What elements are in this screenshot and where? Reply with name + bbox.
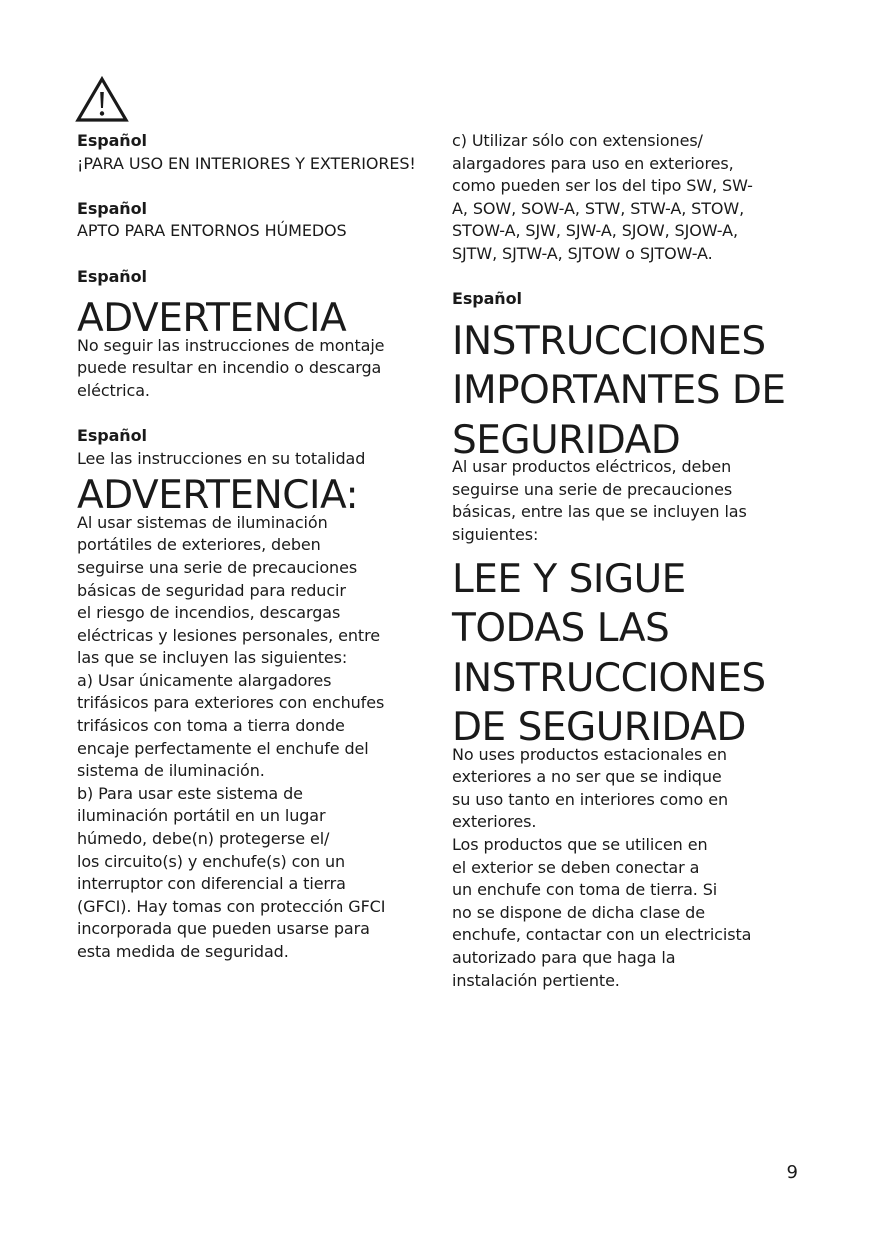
page-number: 9 xyxy=(786,1162,798,1183)
text-line: encaje perfectamente el enchufe del xyxy=(77,738,369,758)
text-line: STOW-A, SJW, SJW-A, SJOW, SJOW-A, xyxy=(452,221,738,241)
warning-block-1 xyxy=(77,266,429,403)
left-column xyxy=(77,130,429,964)
text-line: trifásicos con toma a tierra donde xyxy=(77,716,345,736)
notice-indoor-outdoor xyxy=(77,130,429,175)
text-line: enchufe, contactar con un electricista xyxy=(452,925,752,945)
text-line: trifásicos para exteriores con enchufes xyxy=(77,693,385,713)
extension-cords-text xyxy=(452,130,812,266)
read-instructions-text: Lee las instrucciones en su totalidad xyxy=(77,448,366,468)
text-line: (GFCI). Hay tomas con protección GFCI xyxy=(77,896,386,916)
text-line: básicas de seguridad para reducir xyxy=(77,580,346,600)
text-line: portátiles de exteriores, deben xyxy=(77,535,321,555)
text-line: Al usar sistemas de iluminación xyxy=(77,512,328,532)
warning-heading: ADVERTENCIA xyxy=(77,296,347,342)
text-line: eléctricas y lesiones personales, entre xyxy=(77,625,380,645)
right-column xyxy=(452,130,812,992)
text-line: seguirse una serie de precauciones xyxy=(77,557,358,577)
text-line: húmedo, debe(n) protegerse el/ xyxy=(77,829,330,849)
safety-intro xyxy=(452,456,812,546)
text-line: a) Usar únicamente alargadores xyxy=(77,670,332,690)
text-line: autorizado para que haga la xyxy=(452,947,676,967)
text-line: sistema de iluminación. xyxy=(77,761,265,781)
warning-text: No seguir las instrucciones de montaje puede resultar en incendio o descarga eléctrica. xyxy=(77,335,385,400)
text-line: como pueden ser los del tipo SW, SW- xyxy=(452,176,753,196)
language-label: Español xyxy=(77,426,147,446)
heading-line: DE SEGURIDAD xyxy=(452,705,746,751)
notice-text: APTO PARA ENTORNOS HÚMEDOS xyxy=(77,221,347,241)
text-line: no se dispone de dicha clase de xyxy=(452,902,705,922)
warning-body xyxy=(77,512,429,964)
follow-instructions-heading xyxy=(452,555,812,753)
text-line: Los productos que se utilicen en xyxy=(452,835,708,854)
text-line: No uses productos estacionales en xyxy=(452,744,727,764)
notice-text: ¡PARA USO EN INTERIORES Y EXTERIORES! xyxy=(77,153,416,173)
language-label: Español xyxy=(77,131,147,150)
heading-line: SEGURIDAD xyxy=(452,417,681,463)
safety-instructions-block xyxy=(452,288,812,992)
safety-heading xyxy=(452,317,812,466)
text-line: un enchufe con toma de tierra. Si xyxy=(452,880,718,900)
text-line: interruptor con diferencial a tierra xyxy=(77,874,346,894)
seasonal-products-text xyxy=(452,744,812,993)
notice-damp xyxy=(77,198,429,243)
language-label: Español xyxy=(77,198,147,218)
warning-block-2 xyxy=(77,425,429,964)
heading-line: IMPORTANTES DE xyxy=(452,368,786,414)
text-line: b) Para usar este sistema de xyxy=(77,783,303,803)
warning-triangle-icon xyxy=(75,75,129,123)
language-label: Español xyxy=(452,289,522,309)
text-line: esta medida de seguridad. xyxy=(77,942,289,961)
text-line: su uso tanto en interiores como en xyxy=(452,789,728,809)
text-line: Al usar productos eléctricos, deben xyxy=(452,457,732,477)
heading-line: TODAS LAS xyxy=(452,606,670,652)
text-line: iluminación portátil en un lugar xyxy=(77,806,326,826)
text-line: exteriores a no ser que se indique xyxy=(452,767,722,787)
text-line: siguientes: xyxy=(452,525,539,545)
heading-line: INSTRUCCIONES xyxy=(452,318,766,364)
text-line: A, SOW, SOW-A, STW, STW-A, STOW, xyxy=(452,198,745,218)
text-line: el exterior se deben conectar a xyxy=(452,857,700,877)
language-label: Español xyxy=(77,266,147,286)
text-line: los circuito(s) y enchufe(s) con un xyxy=(77,851,346,871)
text-line: básicas, entre las que se incluyen las xyxy=(452,502,747,522)
heading-line: LEE Y SIGUE xyxy=(452,556,686,602)
text-line: c) Utilizar sólo con extensiones/ xyxy=(452,131,703,150)
text-line: exteriores. xyxy=(452,812,537,832)
text-line: el riesgo de incendios, descargas xyxy=(77,603,341,623)
heading-line: INSTRUCCIONES xyxy=(452,655,766,701)
warning-heading: ADVERTENCIA: xyxy=(77,473,359,519)
text-line: seguirse una serie de precauciones xyxy=(452,479,733,499)
text-line: incorporada que pueden usarse para xyxy=(77,919,370,939)
text-line: alargadores para uso en exteriores, xyxy=(452,153,734,173)
text-line: las que se incluyen las siguientes: xyxy=(77,648,348,668)
text-line: instalación pertiente. xyxy=(452,970,620,990)
text-line: SJTW, SJTW-A, SJTOW o SJTOW-A. xyxy=(452,243,713,263)
